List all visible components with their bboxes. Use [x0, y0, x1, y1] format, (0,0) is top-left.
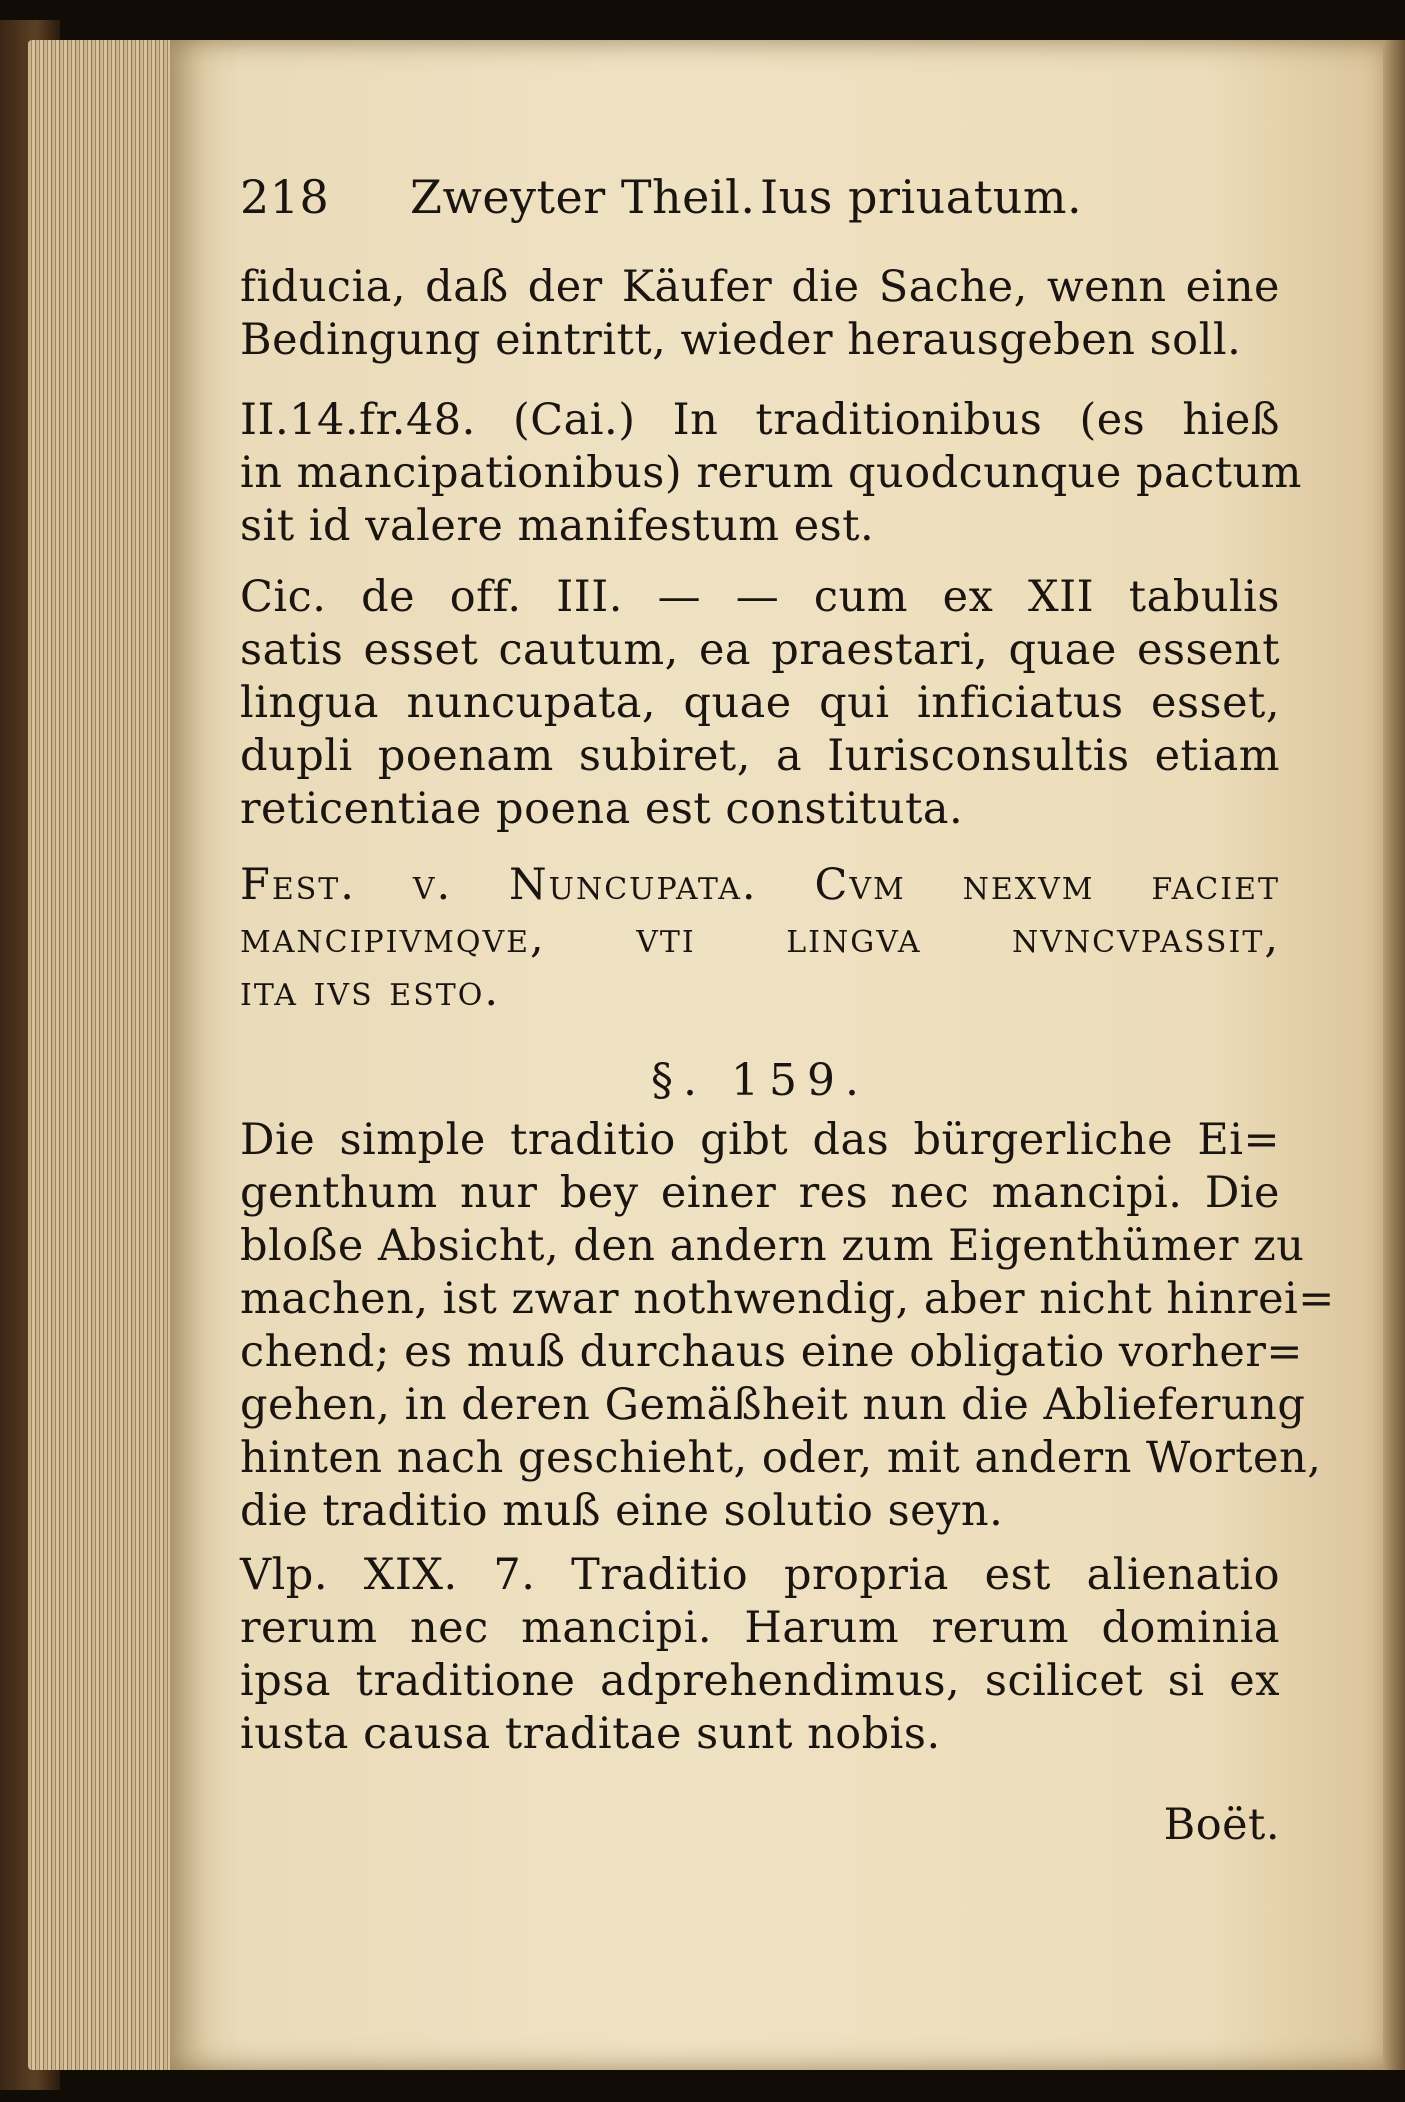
text-line: hinten nach geschieht, oder, mit andern Worten, [240, 1433, 1322, 1483]
text-line: reticentiae poena est constituta. [240, 784, 964, 834]
part-title: Zweyter Theil. [410, 170, 756, 224]
text-line: Fest. v. Nuncupata. Cvm nexvm faciet [240, 860, 1280, 910]
catchword: Boët. [1163, 1800, 1280, 1850]
text-line: machen, ist zwar nothwendig, aber nicht hinrei= [240, 1274, 1335, 1324]
section-heading: §. 159. [651, 1055, 869, 1106]
text-line: genthum nur bey einer res nec mancipi. Die [240, 1168, 1280, 1218]
text-line: die traditio muß eine solutio seyn. [240, 1486, 1004, 1536]
text-line: dupli poenam subiret, a Iurisconsultis etiam [240, 731, 1280, 781]
text-line: ipsa traditione adprehendimus, scilicet si ex [240, 1656, 1280, 1706]
text-line: sit id valere manifestum est. [240, 501, 875, 551]
page-number: 218 [240, 170, 330, 224]
running-title: Ius priuatum. [760, 170, 1083, 224]
text-line: II.14.fr.48. (Cai.) In traditionibus (es hieß [240, 395, 1280, 445]
text-line: lingua nuncupata, quae qui inficiatus esset, [240, 678, 1280, 728]
text-line: Die simple traditio gibt das bürgerliche Ei= [240, 1115, 1280, 1165]
text-line: iusta causa traditae sunt nobis. [240, 1709, 941, 1759]
text-line: Vlp. XIX. 7. Traditio propria est alienatio [240, 1550, 1280, 1600]
text-line: Cic. de off. III. — — cum ex XII tabulis [240, 572, 1280, 622]
text-line: in mancipationibus) rerum quodcunque pactum [240, 448, 1302, 498]
text-line: bloße Absicht, den andern zum Eigenthümer zu [240, 1221, 1305, 1271]
page-stack-edge [28, 40, 178, 2070]
text-line: Bedingung eintritt, wieder herausgeben soll. [240, 315, 1242, 365]
text-line: chend; es muß durchaus eine obligatio vorher= [240, 1327, 1303, 1377]
facing-page-edge [1383, 40, 1405, 2070]
text-line: mancipivmqve, vti lingva nvncvpassit, [240, 913, 1280, 963]
text-line: fiducia, daß der Käufer die Sache, wenn eine [240, 262, 1280, 312]
text-line: gehen, in deren Gemäßheit nun die Ablieferung [240, 1380, 1306, 1430]
text-line: satis esset cautum, ea praestari, quae essent [240, 625, 1280, 675]
text-line: rerum nec mancipi. Harum rerum dominia [240, 1603, 1280, 1653]
text-line: ita ivs esto. [240, 966, 501, 1016]
